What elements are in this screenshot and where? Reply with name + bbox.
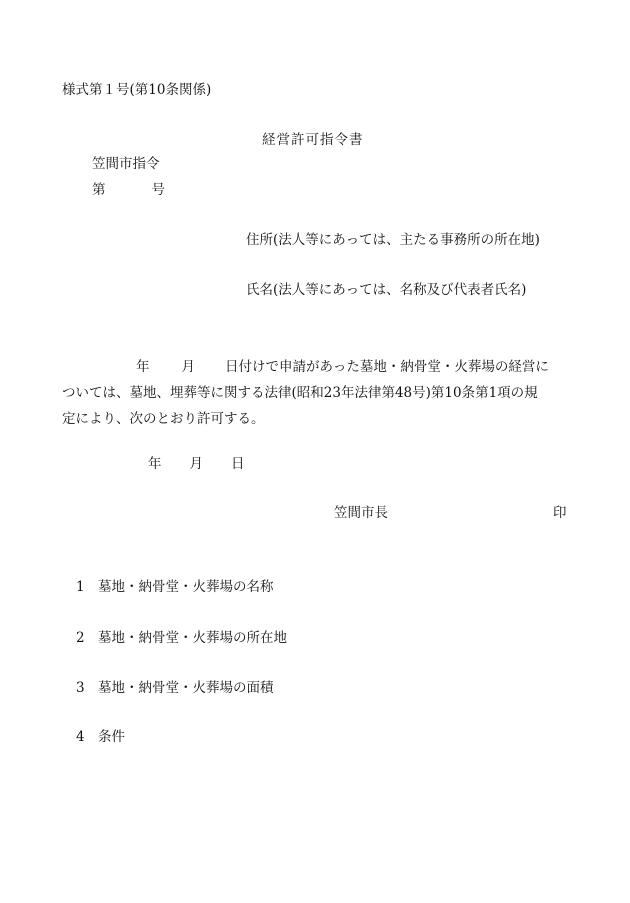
list-item-label: 墓地・納骨堂・火葬場の所在地 (98, 630, 287, 646)
list-item-number: 1 (76, 579, 85, 595)
list-item-label: 条件 (98, 729, 125, 745)
body-line-1-text: 日付けで申請があった墓地・納骨堂・火葬場の経営に (225, 359, 549, 375)
list-item-conditions (76, 731, 125, 745)
number-prefix: 第 (92, 182, 106, 198)
body-line-3: 定により、次のとおり許可する。 (62, 411, 265, 427)
list-item-area (76, 682, 274, 696)
issue-date-month: 月 (189, 456, 203, 472)
body-line-1 (62, 354, 580, 380)
recipient-name-label: 氏名(法人等にあっては、名称及び代表者氏名) (246, 282, 527, 298)
issue-date-day: 日 (231, 456, 245, 472)
body-line-2: ついては、墓地、埋葬等に関する法律(昭和23年法律第48号)第10条第1項の規 (62, 385, 538, 401)
list-item-label: 墓地・納骨堂・火葬場の名称 (98, 579, 274, 595)
body-date-year: 年 (136, 359, 150, 375)
list-item-number: 3 (76, 680, 85, 696)
issue-date-year: 年 (148, 456, 162, 472)
list-item-location (76, 632, 287, 646)
body-date-month: 月 (181, 359, 195, 375)
document-title: 経営許可指令書 (262, 132, 364, 148)
list-item-number: 2 (76, 630, 85, 646)
recipient-address-label: 住所(法人等にあっては、主たる事務所の所在地) (246, 232, 540, 248)
issue-date-line (148, 458, 245, 472)
form-number: 様式第１号(第10条関係) (62, 82, 212, 98)
document-number-line (92, 184, 165, 198)
list-item-name (76, 581, 274, 595)
seal-mark: 印 (553, 505, 567, 521)
permit-body-text (62, 354, 580, 432)
mayor-signature: 笠間市長 (334, 505, 388, 521)
list-item-number: 4 (76, 729, 85, 745)
list-item-label: 墓地・納骨堂・火葬場の面積 (98, 680, 274, 696)
number-suffix: 号 (151, 182, 165, 198)
issuer-line: 笠間市指令 (92, 156, 160, 172)
